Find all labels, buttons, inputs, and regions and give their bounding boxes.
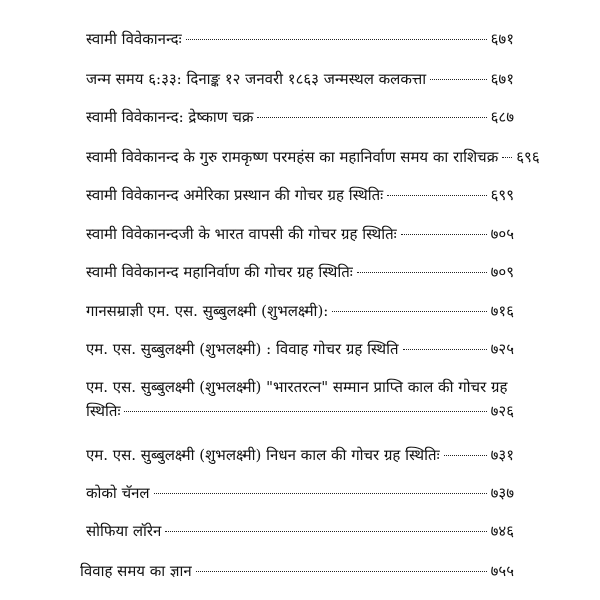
toc-entry-page: ७३१ (490, 446, 514, 464)
dot-leader (196, 571, 487, 572)
toc-entry-title: एम. एस. सुब्बुलक्ष्मी (शुभलक्ष्मी) : विवाह गोचर ग्रह स्थिति (86, 340, 399, 358)
dot-leader (387, 195, 486, 196)
dot-leader (502, 157, 512, 158)
toc-entry-title: विवाह समय का ज्ञान (80, 562, 192, 580)
dot-leader (165, 531, 486, 532)
dot-leader (357, 272, 487, 273)
dot-leader (124, 411, 486, 412)
toc-entry-page: ७३७ (490, 484, 514, 502)
toc-entry-title: जन्म समय ६:३३: दिनाङ्क १२ जनवरी १८६३ जन्मस्थल कलकत्ता (86, 70, 427, 88)
dot-leader (257, 117, 486, 118)
toc-entry-title: गानसम्राज्ञी एम. एस. सुब्बुलक्ष्मी (शुभलक्ष्मी): (86, 302, 329, 320)
toc-entry-title: स्वामी विवेकानन्द: द्रेष्काण चक्र (86, 108, 254, 126)
toc-entry-page: ७२५ (490, 340, 514, 358)
toc-entry-page: ७०९ (490, 263, 514, 281)
toc-entry-page: ६७१ (490, 30, 514, 48)
toc-entry-title: स्वामी विवेकानन्द अमेरिका प्रस्थान की गोचर ग्रह स्थितिः (86, 186, 384, 204)
dot-leader (444, 455, 487, 456)
toc-entry-title: स्वामी विवेकानन्दः (86, 30, 182, 48)
toc-entry-page: ७२६ (490, 402, 514, 420)
dot-leader (403, 349, 487, 350)
toc-entry-title: एम. एस. सुब्बुलक्ष्मी (शुभलक्ष्मी) निधन काल की गोचर ग्रह स्थितिः (86, 446, 440, 464)
toc-entry-title: स्वामी विवेकानन्द के गुरु रामकृष्ण परमहंस का महानिर्वाण समय का राशिचक्र (86, 148, 499, 166)
toc-entry-title: स्वामी विवेकानन्दजी के भारत वापसी की गोचर ग्रह स्थितिः (86, 225, 397, 243)
toc-entry-title: सोफिया लॉरेन (86, 522, 162, 540)
toc-entry-page: ६९६ (516, 148, 540, 166)
toc-entry-title-continued: स्थितिः (86, 402, 121, 420)
dot-leader (186, 39, 487, 40)
toc-entry-page: ७०५ (490, 225, 514, 243)
toc-entry-title: एम. एस. सुब्बुलक्ष्मी (शुभलक्ष्मी) "भारतरत्न" सम्मान प्राप्ति काल की गोचर ग्रह (86, 378, 508, 396)
toc-entry-page: ६७१ (490, 70, 514, 88)
toc-entry-page: ७५५ (490, 562, 514, 580)
dot-leader (154, 493, 487, 494)
toc-entry-page: ६९९ (490, 186, 514, 204)
toc-entry-page: ६८७ (490, 108, 514, 126)
dot-leader (332, 311, 486, 312)
dot-leader (430, 79, 486, 80)
toc-entry-title: कोको चॅनल (86, 484, 150, 502)
dot-leader (401, 234, 487, 235)
toc-entry-page: ७४६ (490, 522, 514, 540)
toc-entry-page: ७१६ (490, 302, 514, 320)
toc-entry-title: स्वामी विवेकानन्द महानिर्वाण की गोचर ग्रह स्थितिः (86, 263, 353, 281)
